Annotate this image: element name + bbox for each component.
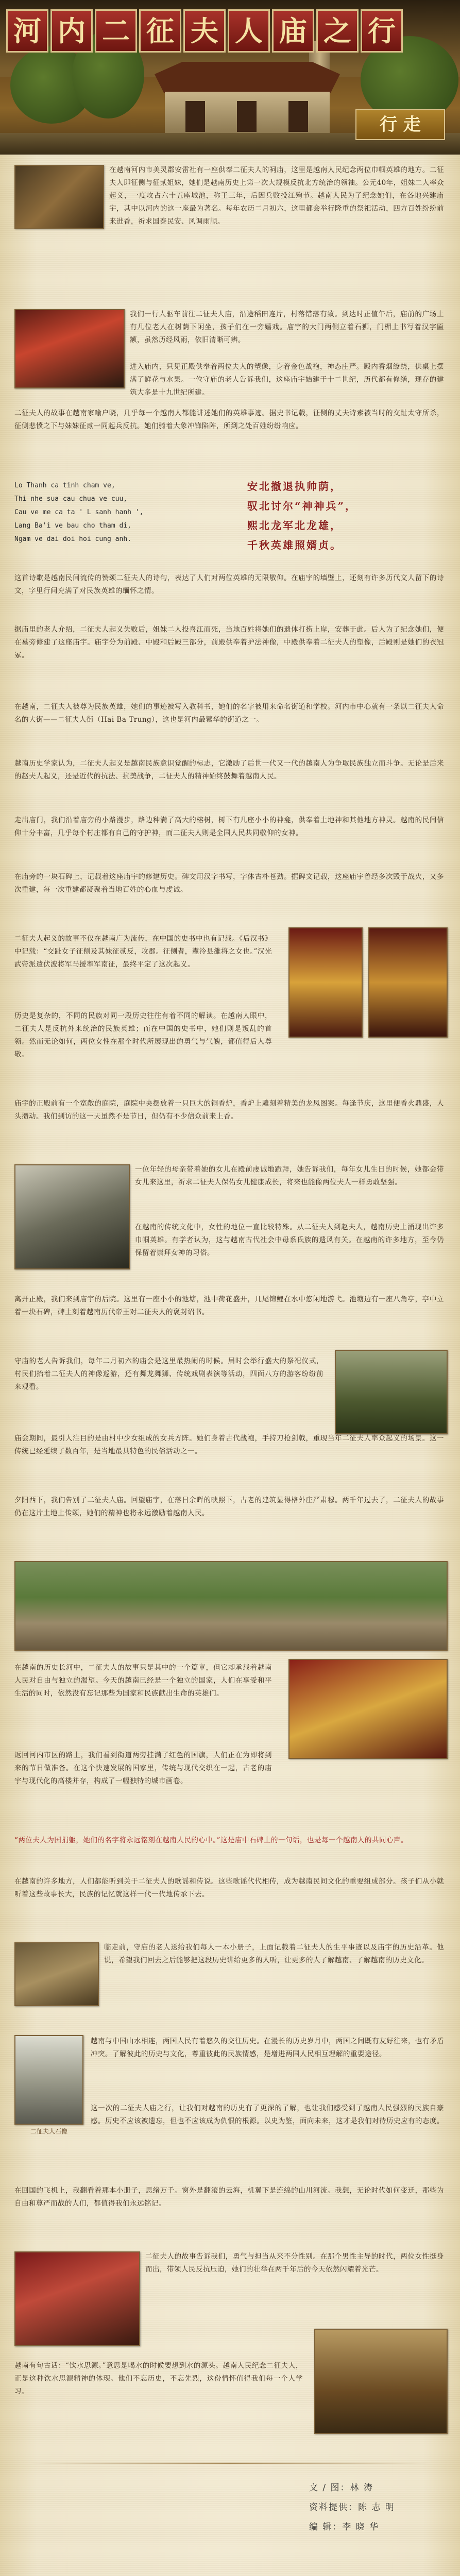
section5-paragraph-d: 在越南的许多地方，人们都能听到关于二征夫人的歌谣和传说。这些歌谣代代相传，成为越南民间文化的重要组成部分。孩子们从小就听着这些故事长大，民族的记忆就这样一代一代地传承下去。 <box>14 1877 444 1899</box>
photo-old-people <box>14 1164 130 1269</box>
divider <box>31 2463 429 2464</box>
poem-chinese <box>247 477 443 555</box>
banner-title-char: 征 <box>139 9 181 53</box>
header-banner <box>0 0 460 155</box>
banner-title-char: 人 <box>228 9 270 53</box>
section2-paragraph-c: 在越南，二征夫人被尊为民族英雄，她们的事迹被写入教科书，她们的名字被用来命名街道和学校。河内市中心就有一条以二征夫人命名的大街——二征夫人街（Hai Ba Trung），这也是河内最繁华的街道之一。 <box>14 703 444 724</box>
section5-paragraph-b: 返回河内市区的路上，我们看到街道两旁挂满了红色的国旗，人们正在为即将到来的节日做准备。在这个快速发展的国家里，传统与现代交织在一起，古老的庙宇与现代化的高楼并存，构成了一幅独特的城市画卷。 <box>14 1751 272 1785</box>
section6-paragraph-c: 在回国的飞机上，我翻看着那本小册子，思绪万千。窗外是翻滚的云海，机翼下是连绵的山川河流。我想，无论时代如何变迁，那些为自由和尊严而战的人们，都值得我们永远铭记。 <box>14 2187 444 2208</box>
poem-cn-line: 安北撤退执帅荫， <box>247 480 342 493</box>
signature-line: 资料提供：陈 志 明 <box>309 2502 395 2513</box>
poem-cn-line: 熙北龙军北龙雄， <box>247 519 342 532</box>
section3-paragraph-d: 一位年轻的母亲带着她的女儿在殿前虔诚地跪拜，她告诉我们，每年女儿生日的时候，她都会带女儿来这里，祈求二征夫人保佑女儿健康成长，将来也能像两位夫人一样勇敢坚强。 <box>135 1165 444 1187</box>
poem-cn-line: 千秋英雄照婿贞。 <box>247 539 342 551</box>
section5-paragraph-a: 在越南的历史长河中，二征夫人的故事只是其中的一个篇章，但它却承载着越南人民对自由与独立的渴望。今天的越南已经是一个独立的国家，人们在享受和平生活的同时，依然没有忘记那些为国家和民族献出生命的英雄们。 <box>14 1664 272 1698</box>
section4-paragraph-a: 离开正殿，我们来到庙宇的后院。这里有一座小小的池塘，池中荷花盛开，几尾锦鲤在水中悠闲地游弋。池塘边有一座八角亭，亭中立着一块石碑，碑上刻着越南历代帝王对二征夫人的褒封诏书。 <box>14 1295 444 1316</box>
photo-temple-interior <box>14 309 125 388</box>
section6-paragraph-e: 越南有句古话：“饮水思源。”意思是喝水的时候要想到水的源头。越南人民纪念二征夫人，正是这种饮水思源精神的体现。他们不忘历史，不忘先烈，这份情怀值得我们每一个人学习。 <box>14 2362 303 2396</box>
section1-paragraph-b: 进入庙内，只见正殿供奉着两位夫人的塑像，身着金色战袍，神态庄严。殿内香烟缭绕，供桌上摆满了鲜花与水果。一位守庙的老人告诉我们，这座庙宇始建于十二世纪，历代都有修缮，现存的建筑大多是十九世纪所建。 <box>130 363 444 397</box>
section4-paragraph-b: 守庙的老人告诉我们，每年二月初六的庙会是这里最热闹的时候。届时会举行盛大的祭祀仪式，村民们抬着二征夫人的神像巡游，还有舞龙舞狮、传统戏剧表演等活动，四面八方的游客纷纷前来观看。 <box>14 1357 323 1391</box>
section1-paragraph-a: 我们一行人驱车前往二征夫人庙，沿途稻田连片，村落错落有致。到达时正值午后，庙前的广场上有几位老人在树荫下闲坐，孩子们在一旁嬉戏。庙宇的大门两侧立着石狮，门楣上书写着汉字匾额，虽然历经风雨，依旧清晰可辨。 <box>130 310 444 344</box>
banner-title-char: 行 <box>361 9 403 53</box>
banner-title-char: 夫 <box>183 9 226 53</box>
signature-line: 文 / 图：林 涛 <box>309 2483 373 2493</box>
intro-paragraph: 在越南河内市美灵郡安雷社有一座供奉二征夫人的祠庙，这里是越南人民纪念两位巾帼英雄的地方。二征夫人即征侧与征贰姐妹，她们是越南历史上第一次大规模反抗北方统治的领袖。公元40年，姐妹二人率众起义，一度攻占六十五座城池，称王三年，后因兵败投江殉节。越南人民为了纪念她们，在各地兴建庙宇，其中以河内的这一座最为著名。每年农历二月初六，这里都会举行隆重的祭祀活动，四方百姓纷纷前来进香，祈求国泰民安、风调雨顺。 <box>109 166 444 226</box>
poem-cn-line: 驭北讨尔“神神兵”， <box>247 500 357 512</box>
section3-paragraph-c: 庙宇的正殿前有一个宽敞的庭院，庭院中央摆放着一只巨大的铜香炉，香炉上雕刻着精美的龙凤图案。每逢节庆，这里便香火鼎盛，人头攒动。我们到访的这一天虽然不是节日，但仍有不少信众前来上香。 <box>14 1099 444 1121</box>
photo-gate <box>14 1942 99 2006</box>
signature-line: 编 辑：李 晓 华 <box>309 2522 380 2532</box>
poem-en-line: Ngam ve dai doi hoi cung anh. <box>14 535 131 543</box>
photo-festival <box>14 2251 140 2346</box>
section2-paragraph-f: 在庙旁的一块石碑上，记载着这座庙宇的修建历史。碑文用汉字书写，字体古朴苍劲。据碑文记载，这座庙宇曾经多次毁于战火，又多次重建，每一次重建都凝聚着当地百姓的心血与虔诚。 <box>14 873 444 894</box>
section3-paragraph-a: 二征夫人起义的故事不仅在越南广为流传，在中国的史书中也有记载。《后汉书》中记载：“交趾女子征侧及其妹征贰反，攻郡。征侧者，麊泠县雒将之女也。”汉光武帝派遣伏波将军马援率军南征，最终平定了这次起义。 <box>14 935 272 969</box>
banner-title-char: 河 <box>6 9 48 53</box>
banner-title-char: 二 <box>95 9 137 53</box>
banner-title-char: 之 <box>316 9 359 53</box>
temple-roof <box>155 62 340 93</box>
banner-title-char: 内 <box>50 9 93 53</box>
banner-title-char: 庙 <box>272 9 314 53</box>
photo-courtyard <box>335 1350 448 1434</box>
poem-en-line: Lang Ba'i ve bau cho tham di, <box>14 522 131 530</box>
poem-en-line: Lo Thanh ca tinh cham ve, <box>14 482 115 489</box>
photo-statue-right <box>368 927 448 1038</box>
photo-altar <box>288 1659 448 1759</box>
banner-subtitle: 行 走 <box>355 109 445 140</box>
photo-temple-gate <box>314 2329 448 2434</box>
photo-temple-panorama <box>14 1561 448 1651</box>
section5-quote: “两位夫人为国捐躯，她们的名字将永远铭刻在越南人民的心中。”这是庙中石碑上的一句话，也是每一个越南人的共同心声。 <box>14 1836 408 1844</box>
section4-paragraph-c: 庙会期间，最引人注目的是由村中少女组成的女兵方阵。她们身着古代战袍，手持刀枪剑戟，重现当年二征夫人率众起义的场景。这一传统已经延续了数百年，是当地最具特色的民俗活动之一。 <box>14 1434 444 1455</box>
photo-statue-left <box>288 927 363 1038</box>
section2-paragraph-d: 越南历史学家认为，二征夫人起义是越南民族意识觉醒的标志，它激励了后世一代又一代的越南人为争取民族独立而斗争。无论是后来的赵夫人起义，还是近代的抗法、抗美战争，二征夫人的精神始终鼓舞着越南人民。 <box>14 759 444 781</box>
section1-paragraph-c: 二征夫人的故事在越南家喻户晓，几乎每一个越南人都能讲述她们的英雄事迹。据史书记载，征侧的丈夫诗索被当时的交趾太守所杀，征侧悲愤之下与妹妹征贰一同起兵反抗。她们骑着大象冲锋陷阵，所到之处百姓纷纷响应。 <box>14 409 444 430</box>
section6-paragraph-a: 越南与中国山水相连，两国人民有着悠久的交往历史。在漫长的历史岁月中，两国之间既有友好往来，也有矛盾冲突。了解彼此的历史与文化，尊重彼此的民族情感，是增进两国人民相互理解的重要途径。 <box>91 2037 444 2058</box>
poem-en-line: Cau ve me ca ta ' L sanh hanh ', <box>14 509 144 516</box>
section6-paragraph-b: 这一次的二征夫人庙之行，让我们对越南的历史有了更深的了解，也让我们感受到了越南人民强烈的民族自豪感。历史不应该被遗忘，但也不应该成为仇恨的根源。以史为鉴，面向未来，这才是我们对待历史应有的态度。 <box>91 2104 444 2125</box>
poem-en-line: Thi nhe sua cau chua ve cuu, <box>14 495 128 503</box>
photo-stone-statue <box>14 2035 83 2125</box>
poem-vietnamese <box>14 479 210 546</box>
section3-paragraph-e: 在越南的传统文化中，女性的地位一直比较特殊。从二征夫人到赵夫人，越南历史上涌现出许多巾帼英雄。有学者认为，这与越南古代社会中母系氏族的遗风有关。在越南的许多地方，至今仍保留着崇拜女神的习俗。 <box>135 1223 444 1257</box>
section6-paragraph-d: 二征夫人的故事告诉我们，勇气与担当从来不分性别。在那个男性主导的时代，两位女性挺身而出，带领人民反抗压迫，她们的壮举在两千年后的今天依然闪耀着光芒。 <box>145 2252 444 2274</box>
section4-paragraph-d: 夕阳西下，我们告别了二征夫人庙。回望庙宇，在落日余晖的映照下，古老的建筑显得格外庄严肃穆。两千年过去了，二征夫人的故事仍在这片土地上传颂，她们的精神也将永远激励着越南人民。 <box>14 1496 444 1517</box>
caption-stone-statue: 二征夫人石像 <box>30 2128 67 2135</box>
section2-paragraph-a: 这首诗歌是越南民间流传的赞颂二征夫人的诗句，表达了人们对两位英雄的无限敬仰。在庙宇的墙壁上，还刻有许多历代文人留下的诗文，字里行间充满了对民族英雄的缅怀之情。 <box>14 574 444 595</box>
section3-paragraph-b: 历史是复杂的，不同的民族对同一段历史往往有着不同的解读。在越南人眼中，二征夫人是反抗外来统治的民族英雄；而在中国的史书中，她们则是叛乱的首领。然而无论如何，两位女性在那个时代所展现出的勇气与气魄，都值得后人尊敬。 <box>14 1012 272 1059</box>
section2-paragraph-b: 据庙里的老人介绍，二征夫人起义失败后，姐妹二人投喜江而死，当地百姓将她们的遗体打捞上岸，安葬于此。后人为了纪念她们，便在墓旁修建了这座庙宇。庙宇分为前殿、中殿和后殿三部分，前殿供奉着护法神像，中殿供奉着二征夫人的塑像，后殿则是她们的衣冠冢。 <box>14 625 444 659</box>
section5-paragraph-e: 临走前，守庙的老人送给我们每人一本小册子，上面记载着二征夫人的生平事迹以及庙宇的历史沿革。他说，希望我们回去之后能够把这段历史讲给更多的人听，让更多的人了解越南、了解越南的历史文化。 <box>104 1943 444 1964</box>
section2-paragraph-e: 走出庙门，我们沿着庙旁的小路漫步，路边种满了高大的榕树，树下有几座小小的神龛，供奉着土地神和其他地方神灵。越南的民间信仰十分丰富，几乎每个村庄都有自己的守护神，而二征夫人则是全国人民共同敬仰的女神。 <box>14 816 444 837</box>
photo-incense <box>14 165 104 229</box>
author-signature <box>309 2478 448 2537</box>
